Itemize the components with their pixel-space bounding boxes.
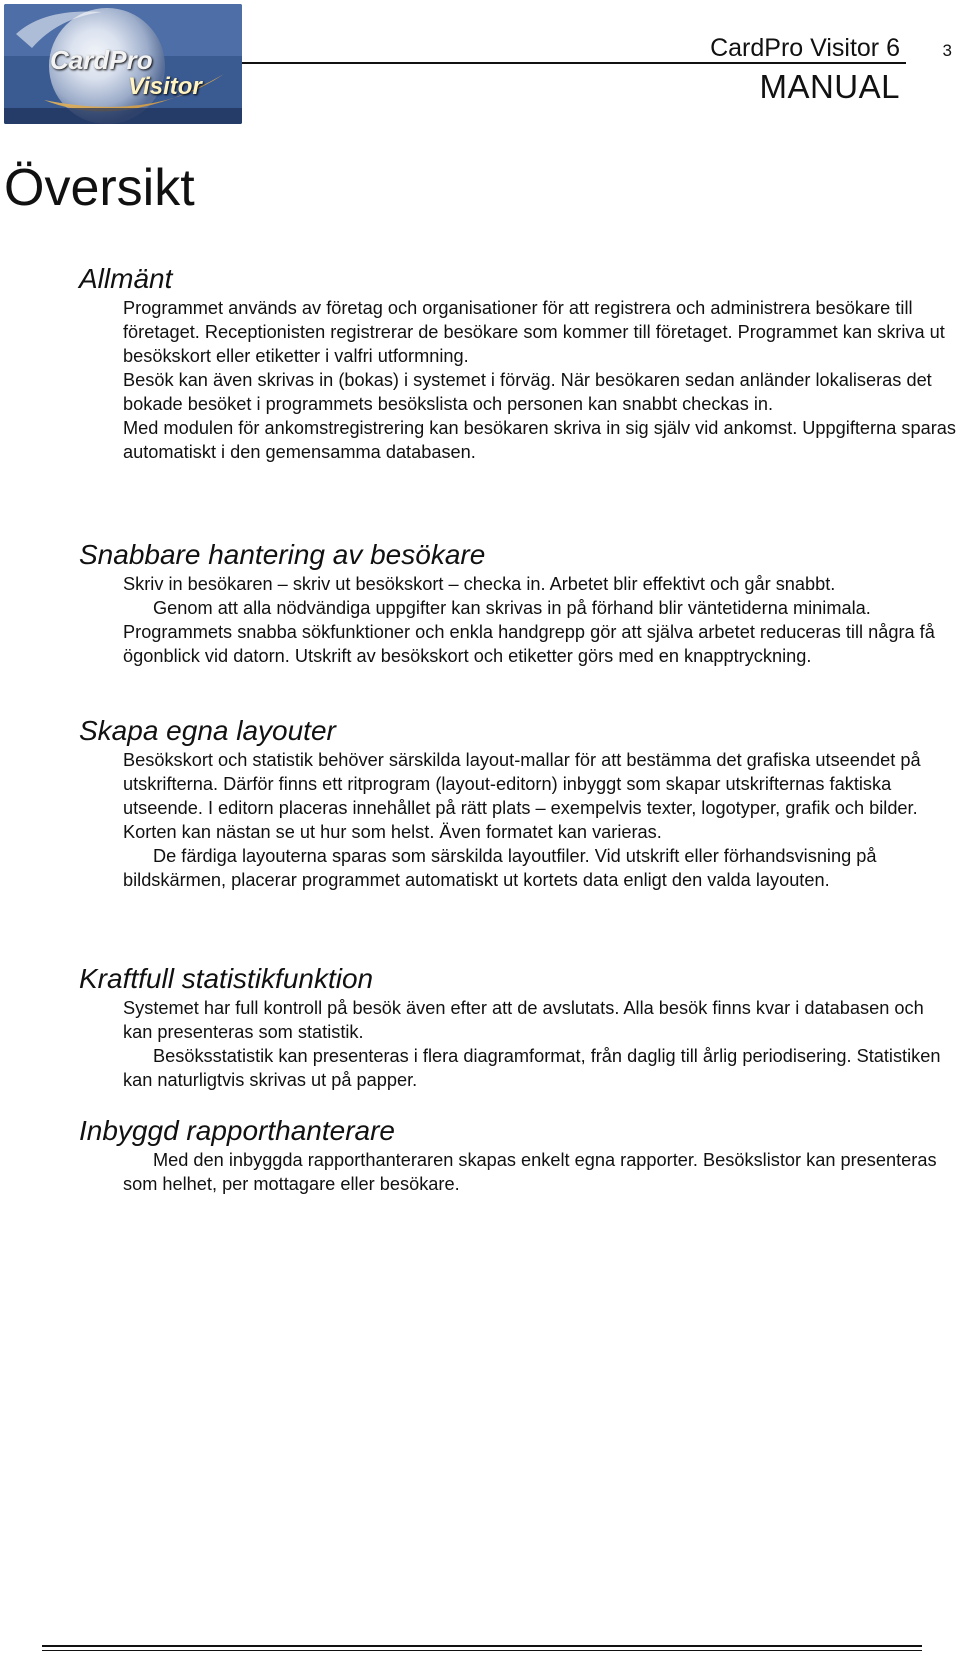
paragraph: Med modulen för ankomstregistrering kan besökaren skriva in sig själv vid ankomst. Uppgifterna sparas automatiskt i den gemensamma databasen. bbox=[123, 418, 956, 462]
footer-rule bbox=[42, 1645, 922, 1647]
section-heading: Inbyggd rapporthanterare bbox=[79, 1115, 395, 1146]
paragraph: Besöksstatistik kan presenteras i flera diagramformat, från daglig till årlig periodisering. Statistiken kan naturligtvis skrivas ut på papper. bbox=[123, 1046, 941, 1090]
paragraph: Skriv in besökaren – skriv ut besökskort – checka in. Arbetet blir effektivt och går snabbt. bbox=[123, 574, 836, 594]
section-body bbox=[123, 572, 957, 668]
section-heading: Kraftfull statistikfunktion bbox=[79, 963, 374, 994]
section-heading: Snabbare hantering av besökare bbox=[79, 539, 486, 570]
section-inbyggd-rapporthanterare bbox=[79, 1114, 959, 1196]
section-allmant bbox=[79, 262, 959, 464]
logo-brand-text: CardPro bbox=[50, 45, 153, 75]
cardpro-visitor-logo bbox=[4, 4, 242, 124]
section-body bbox=[123, 996, 957, 1092]
paragraph: Genom att alla nödvändiga uppgifter kan skrivas in på förhand blir väntetiderna minimala. Programmets snabba sökfunktioner och enkla handgrepp gör att själva arbetet reduceras till några få ögonblick vid datorn. Utskrift av besökskort och etiketter görs med en knapptryckning. bbox=[123, 598, 935, 666]
section-body bbox=[123, 748, 957, 892]
paragraph: Programmet används av företag och organisationer för att registrera och administrera besökare till företaget. Receptionisten registrerar de besökare som kommer till företaget. Programmet kan skriva ut besökskort eller etiketter i valfri utformning. bbox=[123, 298, 945, 366]
footer-rule-thin bbox=[42, 1650, 922, 1651]
paragraph: Besökskort och statistik behöver särskilda layout-mallar för att bestämma det grafiska utseendet på utskrifterna. Därför finns ett ritprogram (layout-editorn) inbyggt som skapar utskrifternas faktiska utseende. I editorn placeras innehållet på rätt plats – exempelvis texter, logotyper, grafik och bilder. Korten kan nästan se ut hur som helst. Även formatet kan varieras. bbox=[123, 750, 921, 842]
paragraph: Med den inbyggda rapporthanteraren skapas enkelt egna rapporter. Besökslistor kan presenteras som helhet, per mottagare eller besökare. bbox=[123, 1150, 937, 1194]
page-title: Översikt bbox=[4, 159, 195, 217]
header-doc-type: MANUAL bbox=[759, 68, 900, 105]
section-body bbox=[123, 296, 957, 464]
section-kraftfull-statistikfunktion bbox=[79, 962, 959, 1092]
section-snabbare-hantering bbox=[79, 538, 959, 668]
page-number: 3 bbox=[942, 41, 952, 60]
section-heading: Skapa egna layouter bbox=[79, 715, 336, 746]
section-body bbox=[123, 1148, 957, 1196]
logo-product-text: Visitor bbox=[128, 73, 202, 100]
paragraph: Systemet har full kontroll på besök även efter att de avslutats. Alla besök finns kvar i databasen och kan presenteras som statistik. bbox=[123, 998, 924, 1042]
paragraph: Besök kan även skrivas in (bokas) i systemet i förväg. När besökaren sedan anländer lokaliseras det bokade besöket i programmets besökslista och personen kan snabbt checkas in. bbox=[123, 370, 932, 414]
section-heading: Allmänt bbox=[79, 263, 173, 294]
header-product-name: CardPro Visitor 6 bbox=[710, 34, 900, 62]
paragraph: De färdiga layouterna sparas som särskilda layoutfiler. Vid utskrift eller förhandsvisning på bildskärmen, placerar programmet automatiskt ut kortets data enligt den valda layouten. bbox=[123, 846, 877, 890]
section-skapa-egna-layouter bbox=[79, 714, 959, 892]
